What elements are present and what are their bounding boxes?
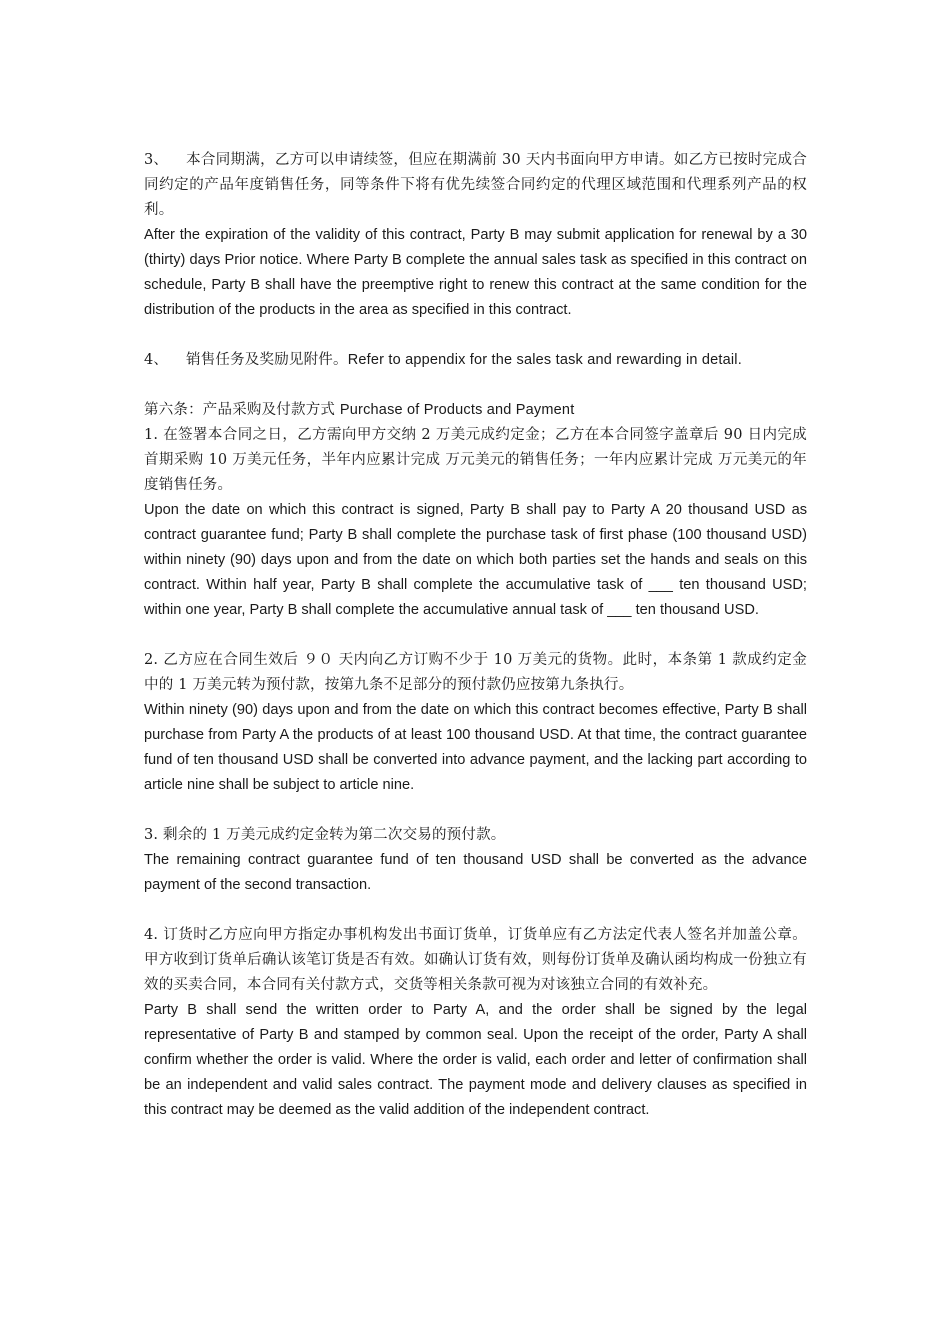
article-6-heading-zh: 第六条：产品采购及付款方式	[144, 402, 340, 418]
spacer	[144, 623, 807, 648]
clause-1-en: Upon the date on which this contract is signed, Party B shall pay to Party A 20 thousand USD as contract guarantee fund; Party B shall complete the purchase task of first phase (100 thousand USD) within ninety (90) days upon and from the date on which both parties set the hands and seals on this contract. Within half year, Party B shall complete the accumulative task of ___ ten thousand USD; within one year, Party B shall complete the accumulative annual task of ___ ten thousand USD.	[144, 502, 807, 618]
item-4-en-text: Refer to appendix for the sales task and rewarding in detail.	[347, 352, 742, 368]
clause-2-zh: 2. 乙方应在合同生效后 ９０ 天内向乙方订购不少于 10 万美元的货物。此时，本条第 1 款成约定金中的 1 万美元转为预付款，按第九条不足部分的预付款仍应按第九条执行。	[144, 652, 807, 693]
item-3-zh-text: 本合同期满，乙方可以申请续签，但应在期满前 30 天内书面向甲方申请。如乙方已按时完成合同约定的产品年度销售任务，同等条件下将有优先续签合同约定的代理区域范围和代理系列产品的权利。	[144, 152, 807, 218]
clause-3-en: The remaining contract guarantee fund of ten thousand USD shall be converted as the advance payment of the second transaction.	[144, 852, 807, 893]
article-6-heading	[144, 398, 807, 423]
spacer	[144, 323, 807, 348]
clause-4-en: Party B shall send the written order to Party A, and the order shall be signed by the legal representative of Party B and stamped by common seal. Upon the receipt of the order, Party A shall confirm whether the order is valid. Where the order is valid, each order and letter of confirmation shall be an independent and valid sales contract. The payment mode and delivery clauses as specified in this contract may be deemed as the valid addition of the independent contract.	[144, 1002, 807, 1118]
clause-3-zh: 3. 剩余的 1 万美元成约定金转为第二次交易的预付款。	[144, 827, 506, 843]
article-6-heading-en: Purchase of Products and Payment	[339, 402, 575, 418]
item-3-en: After the expiration of the validity of this contract, Party B may submit application for renewal by a 30 (thirty) days Prior notice. Where Party B complete the annual sales task as specified in this contract on schedule, Party B shall have the preemptive right to renew this contract at the same condition for the distribution of the products in the area as specified in this contract.	[144, 227, 807, 318]
item-4-zh-text: 销售任务及奖励见附件。	[186, 352, 348, 368]
document-page	[144, 148, 807, 1123]
item-3-number: 3、	[144, 152, 169, 168]
clause-2-en: Within ninety (90) days upon and from the date on which this contract becomes effective, Party B shall purchase from Party A the products of at least 100 thousand USD. At that time, the contract guarantee fund of ten thousand USD shall be converted into advance payment, and the lacking part according to article nine shall be subject to article nine.	[144, 702, 807, 793]
clause-1-zh: 1. 在签署本合同之日，乙方需向甲方交纳 2 万美元成约定金；乙方在本合同签字盖章后 90 日内完成首期采购 10 万美元任务，半年内应累计完成 万元美元的销售任务；一年内应累计完成 万元美元的年度销售任务。	[144, 427, 807, 493]
item-4	[144, 348, 807, 373]
spacer	[144, 798, 807, 823]
item-4-number: 4、	[144, 352, 169, 368]
spacer	[144, 898, 807, 923]
spacer	[144, 373, 807, 398]
item-3-zh	[144, 148, 807, 223]
clause-4-zh: 4. 订货时乙方应向甲方指定办事机构发出书面订货单，订货单应有乙方法定代表人签名并加盖公章。甲方收到订货单后确认该笔订货是否有效。如确认订货有效，则每份订货单及确认函均构成一份独立有效的买卖合同，本合同有关付款方式，交货等相关条款可视为对该独立合同的有效补充。	[144, 927, 807, 993]
